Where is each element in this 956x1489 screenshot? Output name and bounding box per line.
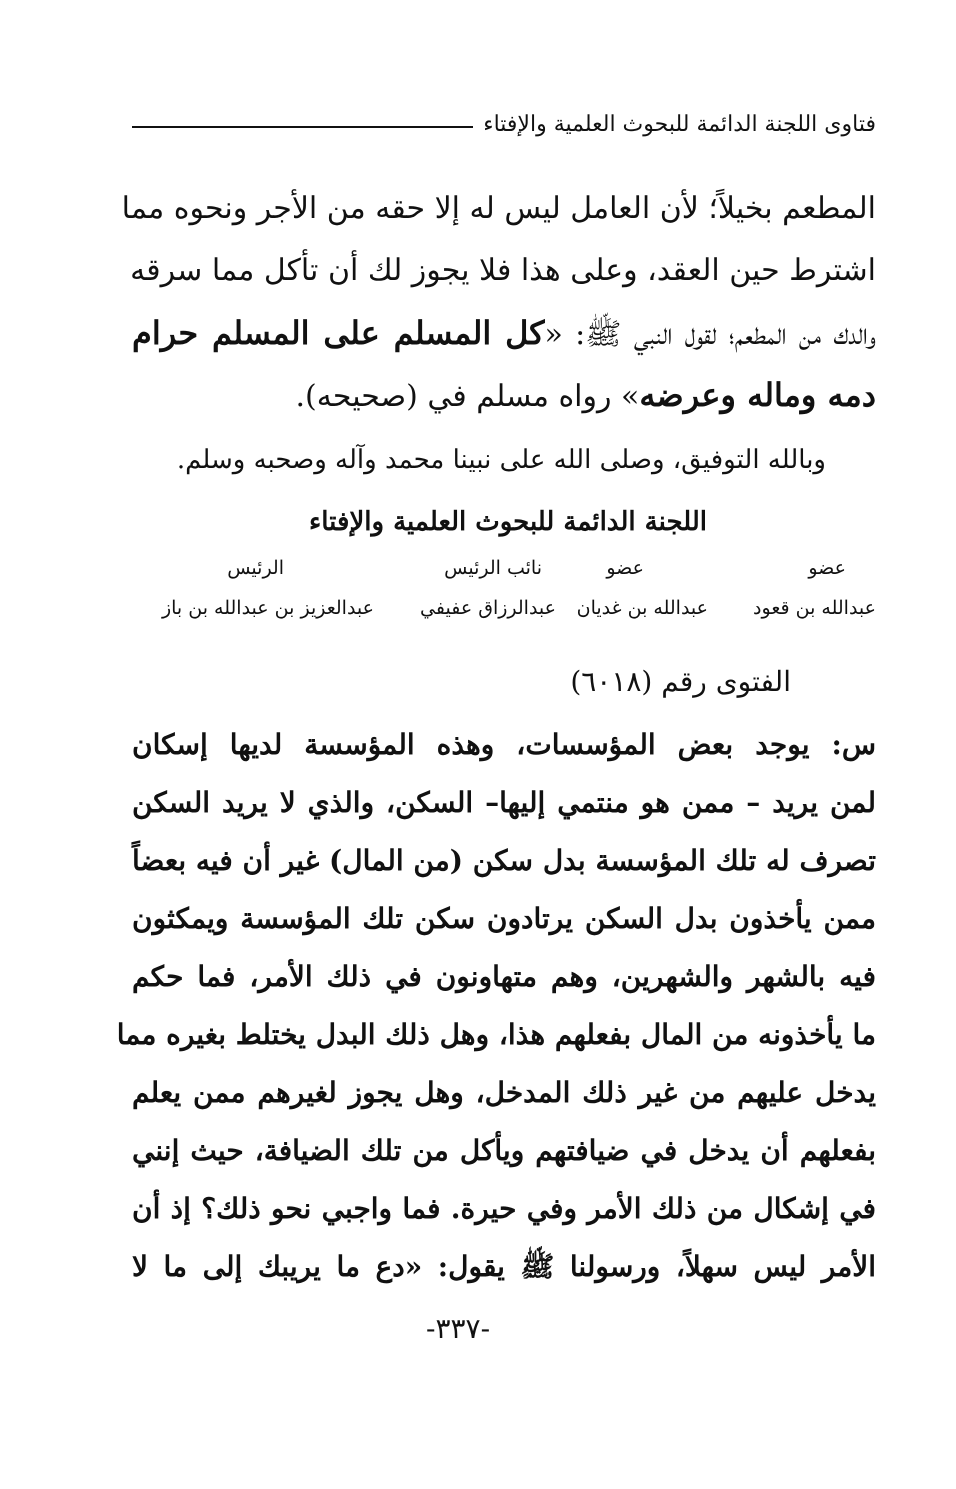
hadith-text: دمه وماله وعرضه xyxy=(639,376,876,414)
question-line: ممن يأخذون بدل السكن يرتادون سكن تلك المؤسسة ويمكثون xyxy=(132,902,876,935)
question-line: لمن يريد – ممن هو منتمي إليها– السكن، والذي لا يريد السكن xyxy=(132,786,876,819)
question-line: الأمر ليس سهلاً، ورسولنا ﷺ يقول: «دع ما يريبك إلى ما لا xyxy=(132,1250,876,1283)
paragraph-line: والدك من المطعم؛ لقول النبي ﷺ: «كل المسلم على المسلم حرام xyxy=(132,314,876,352)
question-line: بفعلهم أن يدخل في ضيافتهم ويأكل من تلك الضيافة، حيث إنني xyxy=(132,1134,876,1167)
committee-name: اللجنة الدائمة للبحوث العلمية والإفتاء xyxy=(309,507,707,537)
closing-line: وبالله التوفيق، وصلى الله على نبينا محمد وآله وصحبه وسلم. xyxy=(176,445,826,475)
signatory-role: عضو xyxy=(606,557,644,579)
question-line: تصرف له تلك المؤسسة بدل سكن (من المال) غير أن فيه بعضاً xyxy=(132,844,876,877)
signatory-name: عبدالله بن قعود xyxy=(753,597,876,619)
paragraph-line: المطعم بخيلاً؛ لأن العامل ليس له إلا حقه من الأجر ونحوه مما xyxy=(121,191,876,226)
page-number: -٣٣٧- xyxy=(425,1312,491,1345)
running-header xyxy=(132,112,876,137)
hadith-text: كل المسلم على المسلم حرام xyxy=(132,314,545,352)
header-rule xyxy=(132,126,473,128)
question-line: فيه بالشهر والشهرين، وهم متهاونون في ذلك الأمر، فما حكم xyxy=(132,960,876,993)
signatory-name: عبدالرزاق عفيفي xyxy=(420,597,556,619)
fatwa-number: الفتوى رقم (٦٠١٨) xyxy=(570,665,791,698)
question-line: في إشكال من ذلك الأمر وفي حيرة. فما واجبي نحو ذلك؟ إذ أن xyxy=(132,1192,876,1225)
paragraph-line: اشترط حين العقد، وعلى هذا فلا يجوز لك أن تأكل مما سرقه xyxy=(130,253,876,288)
paragraph-line: دمه وماله وعرضه» رواه مسلم في (صحيحه). xyxy=(295,376,876,414)
question-line: ما يأخذونه من المال بفعلهم هذا، وهل ذلك البدل يختلط بغيره مما xyxy=(116,1018,876,1051)
header-title: فتاوى اللجنة الدائمة للبحوث العلمية والإفتاء xyxy=(483,112,876,137)
signatory-role: الرئيس xyxy=(227,557,284,579)
signatory-name: عبدالعزيز بن عبدالله بن باز xyxy=(161,597,374,619)
signatory-role: نائب الرئيس xyxy=(444,557,542,579)
signatory-name: عبدالله بن غديان xyxy=(576,597,708,619)
question-line: س: يوجد بعض المؤسسات، وهذه المؤسسة لديها إسكان xyxy=(132,728,876,761)
question-line: يدخل عليهم من غير ذلك المدخل، وهل يجوز لغيرهم ممن يعلم xyxy=(132,1076,876,1109)
signatory-role: عضو xyxy=(808,557,846,579)
